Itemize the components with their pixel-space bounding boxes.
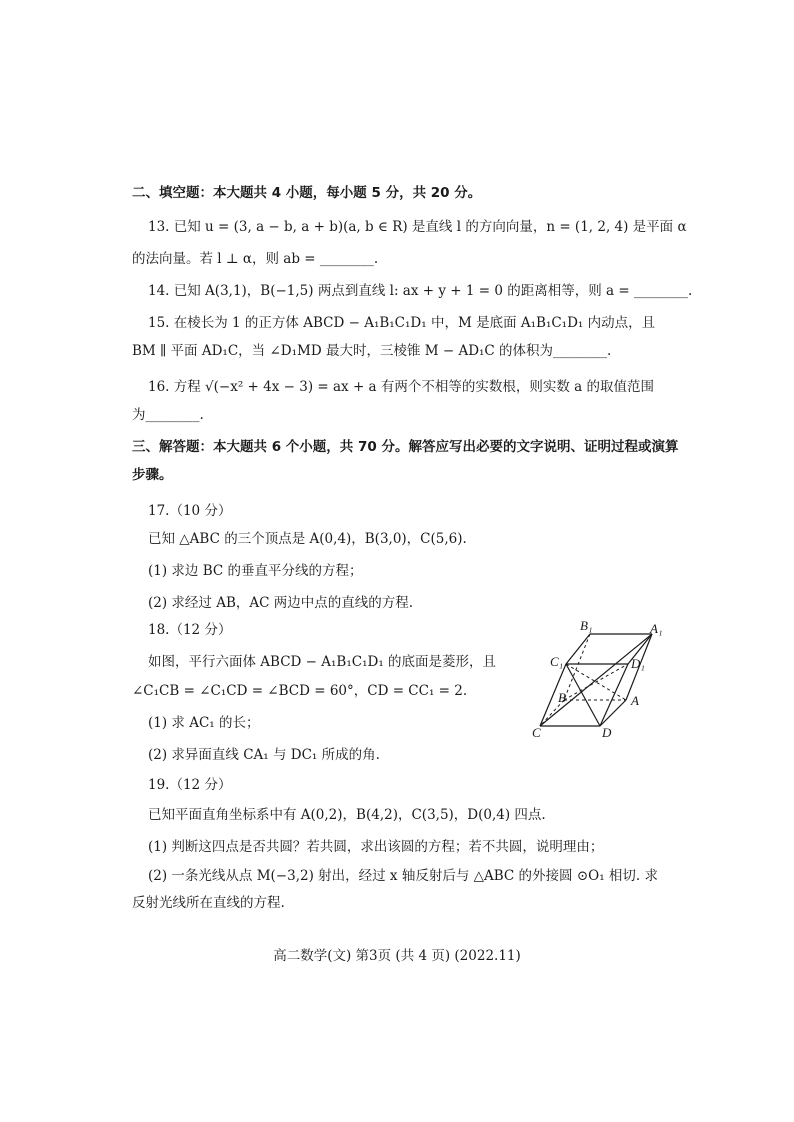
question-14: 14. 已知 A(3,1)，B(−1,5) 两点到直线 l: ax + y + 1 = 0 的距离相等，则 a = ________. <box>148 283 693 299</box>
label-d: D <box>602 725 612 740</box>
question-15-line-1: 15. 在棱长为 1 的正方体 ABCD − A₁B₁C₁D₁ 中，M 是底面 A₁B₁C₁D₁ 内动点，且 <box>148 315 656 331</box>
question-19-stem: 已知平面直角坐标系中有 A(0,2)，B(4,2)，C(3,5)，D(0,4) 四点. <box>148 807 546 823</box>
question-13-line-2: 的法向量。若 l ⊥ α，则 ab = ________. <box>132 251 379 267</box>
question-15-line-2: BM ∥ 平面 AD₁C，当 ∠D₁MD 最大时，三棱锥 M − AD₁C 的体积为________. <box>132 343 612 359</box>
parallelepiped-figure <box>528 616 668 740</box>
question-19-part-2-line-2: 反射光线所在直线的方程. <box>132 895 285 911</box>
question-19-part-2-line-1: (2) 一条光线从点 M(−3,2) 射出，经过 x 轴反射后与 △ABC 的外接圆 ⊙O₁ 相切. 求 <box>148 868 659 884</box>
label-b1: B₁ <box>580 618 593 633</box>
section-3-title-line-1: 三、解答题：本大题共 6 个小题，共 70 分。解答应写出必要的文字说明、证明过程或演算 <box>132 439 679 455</box>
section-3-title-line-2: 步骤。 <box>132 467 173 483</box>
label-b: B <box>558 690 566 705</box>
question-19-heading: 19.（12 分） <box>148 777 232 793</box>
section-2-title: 二、填空题：本大题共 4 小题，每小题 5 分，共 20 分。 <box>132 185 482 201</box>
question-17-stem: 已知 △ABC 的三个顶点是 A(0,4)，B(3,0)，C(5,6). <box>148 531 467 547</box>
page-footer: 高二数学(文) 第3页 (共 4 页) (2022.11) <box>273 948 521 964</box>
question-17-part-1: (1) 求边 BC 的垂直平分线的方程； <box>148 563 363 579</box>
label-c1: C₁ <box>550 654 564 669</box>
question-19-part-1: (1) 判断这四点是否共圆？若共圆，求出该圆的方程；若不共圆，说明理由； <box>148 839 604 855</box>
question-18-part-2: (2) 求异面直线 CA₁ 与 DC₁ 所成的角. <box>148 747 380 763</box>
label-a: A <box>631 693 639 708</box>
question-17-heading: 17.（10 分） <box>148 503 232 519</box>
label-d1: D₁ <box>631 656 645 671</box>
question-13-line-1: 13. 已知 u = (3, a − b, a + b)(a, b ∈ R) 是直线 l 的方向向量，n = (1, 2, 4) 是平面 α <box>148 219 687 235</box>
question-17-part-2: (2) 求经过 AB，AC 两边中点的直线的方程. <box>148 595 414 611</box>
question-18-stem-line-2: ∠C₁CB = ∠C₁CD = ∠BCD = 60°，CD = CC₁ = 2. <box>132 683 468 699</box>
question-16-line-1: 16. 方程 √(−x² + 4x − 3) = ax + a 有两个不相等的实数根，则实数 a 的取值范围 <box>148 379 655 395</box>
label-c: C <box>532 725 541 740</box>
question-16-line-2: 为________. <box>132 407 204 423</box>
label-a1: A₁ <box>650 621 663 636</box>
question-18-heading: 18.（12 分） <box>148 622 232 638</box>
question-18-stem-line-1: 如图，平行六面体 ABCD − A₁B₁C₁D₁ 的底面是菱形，且 <box>148 654 497 670</box>
question-18-part-1: (1) 求 AC₁ 的长； <box>148 715 260 731</box>
